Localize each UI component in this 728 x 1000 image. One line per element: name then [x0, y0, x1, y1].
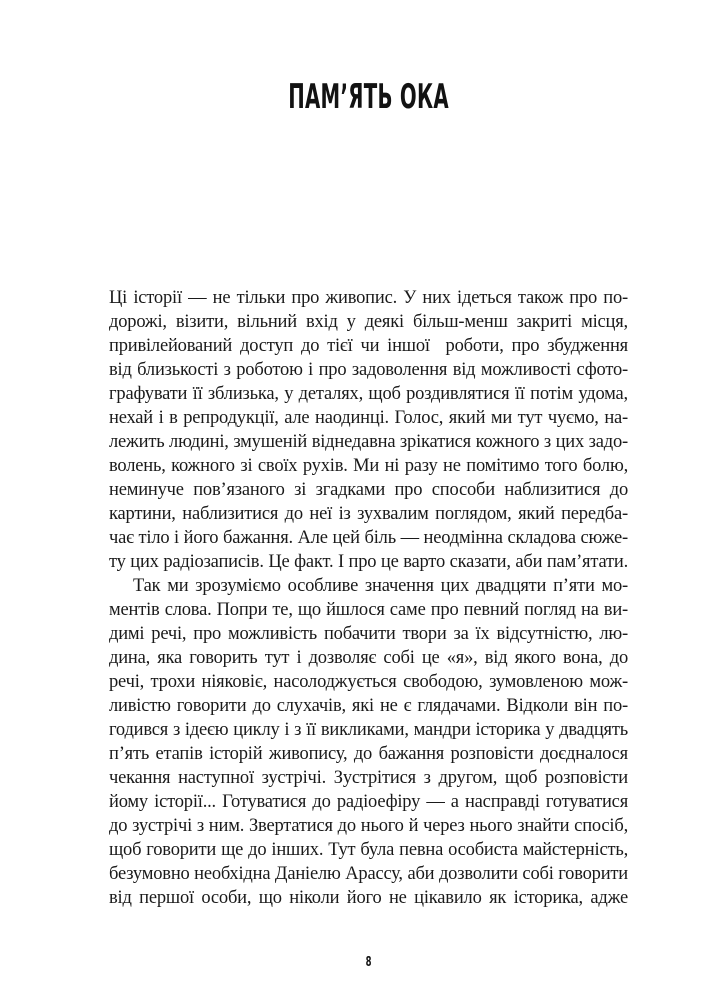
text-line: нехай і в репродукції, але наодинці. Голос, який ми тут чуємо, на- [109, 408, 628, 428]
text-line: речі, трохи ніяковіє, насолоджується свободою, зумовленою мож- [109, 672, 628, 692]
text-line: йому історії... Готуватися до радіоефіру — а насправді готуватися [109, 792, 628, 812]
chapter-title [109, 77, 628, 117]
page-number-text: 8 [365, 955, 372, 970]
text-line: димі речі, про можливість побачити твори за їх відсутністю, лю- [109, 624, 628, 644]
text-line: чекання наступної зустрічі. Зустрітися з другом, щоб розповісти [109, 768, 628, 788]
body-text [109, 286, 628, 910]
text-line: волень, кожного зі своїх рухів. Ми ні разу не помітимо того болю, [109, 456, 628, 476]
text-line: годився з ідеєю циклу і з її викликами, мандри історика у двадцять [109, 720, 628, 740]
text-line: Ці історії — не тільки про живопис. У них ідеться також про по- [109, 288, 628, 308]
text-line: картини, наблизитися до неї із зухвалим поглядом, який передба- [109, 504, 628, 524]
text-line: дина, яка говорить тут і дозволяє собі це «я», від якого вона, до [109, 648, 628, 668]
text-line: ту цих радіозаписів. Це факт. І про це варто сказати, аби пам’ятати. [109, 552, 628, 572]
text-line: ментів слова. Попри те, що йшлося саме про певний погляд на ви- [109, 600, 628, 620]
text-line: від близькості з роботою і про задоволення від можливості сфото- [109, 360, 628, 380]
text-line: ливістю говорити до слухачів, які не є глядачами. Відколи він по- [109, 696, 628, 716]
text-line: безумовно необхідна Даніелю Арассу, аби дозволити собі говорити [109, 864, 628, 884]
text-line: лежить людині, змушеній віднедавна зрікатися кожного з цих задо- [109, 432, 628, 452]
text-line: щоб говорити ще до інших. Тут була певна особиста майстерність, [109, 840, 628, 860]
text-line: п’ять етапів історій живопису, до бажання розповісти доєдналося [109, 744, 628, 764]
text-line: неминуче пов’язаного зі згадками про способи наблизитися до [109, 480, 628, 500]
text-line: чає тіло і його бажання. Але цей біль — неодмінна складова сюже- [109, 528, 628, 548]
text-line: графувати її зблизька, у деталях, щоб роздивлятися її потім удома, [109, 384, 628, 404]
text-line: привілейований доступ до тієї чи іншої роботи, про збудження [109, 336, 628, 356]
page-number [109, 956, 628, 969]
paragraph [109, 286, 628, 574]
text-line: від першої особи, що ніколи його не цікавило як історика, адже [109, 888, 628, 908]
text-line: Так ми зрозуміємо особливе значення цих двадцяти п’яти мо- [133, 576, 628, 596]
text-line: дорожі, візити, вільний вхід у деякі більш-менш закриті місця, [109, 312, 628, 332]
chapter-title-text: ПАМ’ЯТЬ ОКА [288, 77, 449, 117]
text-line: до зустрічі з ним. Звертатися до нього й через нього знайти спосіб, [109, 816, 628, 836]
paragraph [109, 574, 628, 910]
